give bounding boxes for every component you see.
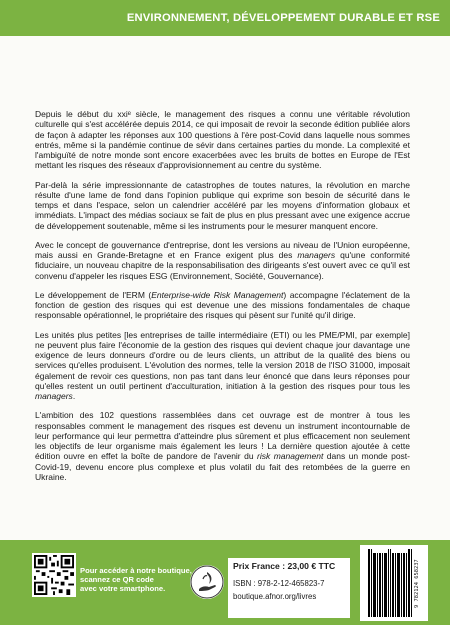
recycle-hands-icon [190, 565, 224, 599]
barcode-number: 9 782124 658237 [414, 559, 420, 609]
shop-link[interactable]: boutique.afnor.org/livres [233, 592, 317, 601]
qr-code-icon[interactable] [32, 553, 76, 597]
qr-instructions: Pour accéder à notre boutique, scannez ce QR code avec votre smartphone. [80, 566, 192, 594]
paragraph-1: Depuis le début du xxiᵉ siècle, le management des risques a connu une véritable révolution culturelle qui s'est accélérée depuis 2014, ce qui imposait de revoir la seconde édition publiée alors de façon à adapter les réponses aux 100 questions à l'ère post-Covid dans laquelle nous sommes entrés, même si la pandémie continue de sévir dans certaines parties du monde. La complexité et l'ambiguïté de notre monde sont encore exacerbées avec les bruits de bottes en Europe de l'Est mettant les risques des réseaux d'approvisionnement au centre du système. [35, 109, 410, 171]
paragraph-2: Par-delà la série impressionnante de catastrophes de toutes natures, la révolution en marche résulte d'une lame de fond dans l'opinion publique qui exprime son besoin de sécurité dans le temps et dans l'espace, selon un calendrier accéléré par les moyens d'information globaux et immédiats. L'impact des médias sociaux se fait de plus en plus pressant avec une exigence accrue de développement soutenable, même si les instruments pour le mesurer manquent encore. [35, 179, 410, 231]
paragraph-3: Avec le concept de gouvernance d'entreprise, dont les versions au niveau de l'Union européenne, mais aussi en Grande-Bretagne et en France exigent plus des managers qu'une conformité fiduciaire, un nouveau chapitre de la responsabilisation des dirigeants s'est ouvert avec ce qu'il est convenu d'appeler les risques ESG (Environnement, Société, Gouvernance). [35, 239, 411, 281]
collection-title: ENVIRONNEMENT, DÉVELOPPEMENT DURABLE ET RSE [126, 12, 440, 24]
back-cover-text [35, 109, 410, 491]
barcode-icon [366, 549, 421, 617]
paragraph-6: L'ambition des 102 questions rassemblées dans cet ouvrage est de montrer à tous les responsables comment le management des risques est devenu un instrument incontournable de leur performance qui leur permettra d'atteindre plus sûrement et plus efficacement non seulement les objectifs de leur organisme mais également les leurs ! La dernière question ajoutée à cette édition ouvre en effet la boîte de pandore de l'avenir du risk management dans un monde post-Covid-19, devenu encore plus complexe et plus volatil du fait des retombées de la guerre en Ukraine. [35, 410, 410, 482]
isbn-label: ISBN : 978-2-12-465823-7 [233, 579, 325, 588]
price-label: Prix France : 23,00 € TTC [233, 561, 336, 571]
paragraph-4: Le développement de l'ERM (Enterprise-wide Risk Management) accompagne l'éclatement de la fonction de gestion des risques qui est devenue une des missions fondamentales de chaque responsable opérationnel, le propriétaire des risques qui pèsent sur l'unité qu'il dirige. [35, 289, 410, 321]
paragraph-5: Les unités plus petites [les entreprises de taille intermédiaire (ETI) ou les PME/PMI, par exemple] ne peuvent plus faire l'économie de la gestion des risques qui devient chaque jour davantage une exigence de leurs donneurs d'ordre ou de leurs clients, un attribut de la qualité des biens ou services qu'elles produisent. L'évolution des normes, telle la version 2018 de l'ISO 31000, imposait également de revoir ces questions, non pas tant dans leur énoncé que dans leurs réponses pour qu'elles restent un outil pertinent d'acculturation, initiation à la gestion des risques pour tous les managers. [35, 329, 410, 401]
